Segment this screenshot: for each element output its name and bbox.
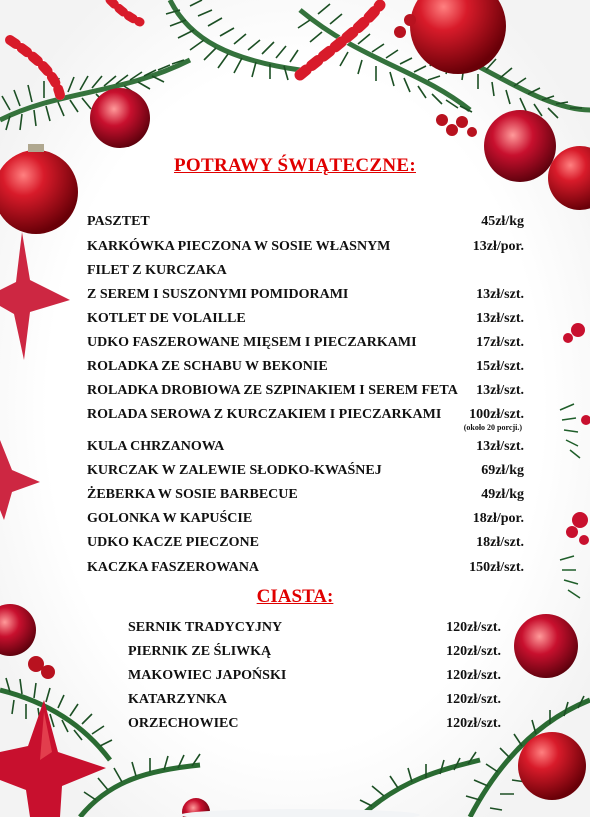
menu-item-row xyxy=(87,212,537,232)
menu-item-row xyxy=(87,558,537,578)
menu-item-row xyxy=(87,461,537,481)
menu-item-name: FILET Z KURCZAKA xyxy=(87,263,227,278)
cake-item-row xyxy=(128,714,508,734)
menu-item-price: 17zł/szt. xyxy=(476,335,524,350)
menu-item-row xyxy=(87,357,537,377)
cakes-title: CIASTA: xyxy=(256,586,334,607)
menu-item-name: KURCZAK W ZALEWIE SŁODKO-KWAŚNEJ xyxy=(87,463,382,478)
cake-item-price: 120zł/szt. xyxy=(446,716,501,731)
menu-item-name: GOLONKA W KAPUŚCIE xyxy=(87,511,253,526)
menu-item-price: 13zł/szt. xyxy=(476,439,524,454)
menu-item-row xyxy=(87,285,537,305)
menu-item-name: UDKO FASZEROWANE MIĘSEM I PIECZARKAMI xyxy=(87,335,417,350)
menu-item-price: 13zł/szt. xyxy=(476,311,524,326)
menu-item-price: 49zł/kg xyxy=(481,487,524,502)
menu-item-price: 100zł/szt. xyxy=(469,407,524,422)
menu-item-price: 150zł/szt. xyxy=(469,560,524,575)
menu-item-name: Z SEREM I SUSZONYMI POMIDORAMI xyxy=(87,287,349,302)
menu-item-price: 18zł/szt. xyxy=(476,535,524,550)
cake-item-name: SERNIK TRADYCYJNY xyxy=(128,620,283,635)
menu-item-name: KACZKA FASZEROWANA xyxy=(87,560,260,575)
menu-item-price: 69zł/kg xyxy=(481,463,524,478)
cake-item-name: KATARZYNKA xyxy=(128,692,228,707)
cake-item-name: MAKOWIEC JAPOŃSKI xyxy=(128,668,287,683)
cake-item-price: 120zł/szt. xyxy=(446,644,501,659)
menu-item-price: 13zł/szt. xyxy=(476,287,524,302)
main-dishes-title: POTRAWY ŚWIĄTECZNE: xyxy=(173,155,416,176)
menu-item-row xyxy=(87,509,537,529)
menu-item-name: ŻEBERKA W SOSIE BARBECUE xyxy=(87,487,298,502)
menu-item-row xyxy=(87,405,537,425)
menu-item-name: KULA CHRZANOWA xyxy=(87,439,225,454)
cake-item-name: ORZECHOWIEC xyxy=(128,716,239,731)
menu-item-row xyxy=(87,381,537,401)
menu-item-row xyxy=(87,437,537,457)
cake-item-row xyxy=(128,690,508,710)
menu-item-name: KARKÓWKA PIECZONA W SOSIE WŁASNYM xyxy=(87,239,391,254)
menu-item-name: ROLADKA ZE SCHABU W BEKONIE xyxy=(87,359,328,374)
menu-item-name: KOTLET DE VOLAILLE xyxy=(87,311,246,326)
cake-item-price: 120zł/szt. xyxy=(446,692,501,707)
cake-item-row xyxy=(128,618,508,638)
menu-item-price: 13zł/por. xyxy=(472,239,524,254)
menu-item-name: PASZTET xyxy=(87,214,150,229)
menu-item-price: 18zł/por. xyxy=(472,511,524,526)
menu-item-row xyxy=(87,261,537,281)
menu-item-price: 45zł/kg xyxy=(481,214,524,229)
cake-item-price: 120zł/szt. xyxy=(446,620,501,635)
menu-item-row xyxy=(87,485,537,505)
menu-item-name: ROLADA SEROWA Z KURCZAKIEM I PIECZARKAMI xyxy=(87,407,442,422)
cake-item-price: 120zł/szt. xyxy=(446,668,501,683)
cake-item-row xyxy=(128,666,508,686)
menu-item-name: UDKO KACZE PIECZONE xyxy=(87,535,259,550)
menu-item-price: 15zł/szt. xyxy=(476,359,524,374)
menu-item-price: 13zł/szt. xyxy=(476,383,524,398)
menu-item-row xyxy=(87,333,537,353)
cake-item-row xyxy=(128,642,508,662)
menu-item-row xyxy=(87,309,537,329)
cake-item-name: PIERNIK ZE ŚLIWKĄ xyxy=(128,644,272,659)
menu-item-note: (około 20 porcji.) xyxy=(463,423,522,432)
menu-item-name: ROLADKA DROBIOWA ZE SZPINAKIEM I SEREM FETA xyxy=(87,383,458,398)
menu-item-row xyxy=(87,533,537,553)
menu-item-row xyxy=(87,237,537,257)
